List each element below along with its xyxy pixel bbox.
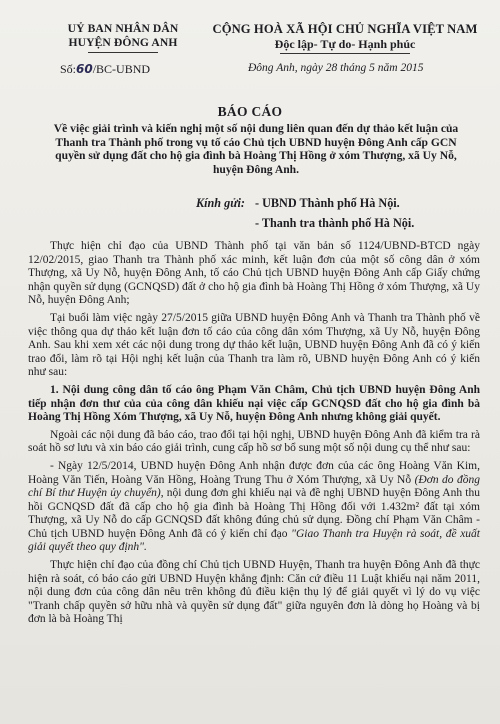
recipient-1: - UBND Thành phố Hà Nội. (255, 196, 400, 210)
doc-number-prefix: Số: (60, 62, 77, 76)
doc-number-handwritten: 60 (76, 62, 93, 76)
agency-line-1: UỶ BAN NHÂN DÂN (67, 22, 179, 35)
agency-underline (88, 52, 158, 53)
recipients-label (196, 196, 245, 211)
agency-line-2: HUYỆN ĐÔNG ANH (68, 36, 178, 49)
paragraph-6: Thực hiện chỉ đạo của đồng chí Chủ tịch UBND Huyện, Thanh tra huyện Đông Anh đã thực hiện rà soát, có báo cáo gửi UBND Huyện khẳng định: Căn cứ điều 11 Luật khiếu nại năm 2011, nội dung đơn của công dân nêu trên không đủ điều kiện thụ lý để giải quyết vì lý do vụ việc "Tranh chấp quyền sở hữu nhà và quyền sử dụng đất" giữa nguyên đơn là dòng họ Hoàng và bị đơn là bà Hoàng Thị (28, 559, 480, 626)
kinh-gui-label: Kính gửi: (196, 196, 245, 210)
nation-line: CỘNG HOÀ XÃ HỘI CHỦ NGHĨA VIỆT NAM (212, 22, 478, 36)
national-heading (200, 22, 490, 54)
p5-part-c: , nội dung đơn ghi khiếu nại và đề nghị UBND huyện Đông Anh thu hồi GCNQSD đất đã cấp cho hộ gia đình bà Hoàng Thị Hồng đối với 1.432m² đất tại xóm Thượng, xã Uy Nỗ do cấp GCNQSD đất không đúng chủ sử dụng. Đồng chí Phạm Văn Châm - Chủ tịch UBND huyện Đông Anh đã có ý kiến chỉ đạo (28, 487, 480, 540)
document-number (60, 62, 150, 77)
issuing-agency (38, 22, 208, 53)
p5-part-d: "Giao Thanh tra Huyện rà soát, đề xuất giải quyết theo quy định". (28, 527, 480, 554)
document-body (28, 240, 480, 631)
paragraph-5 (28, 460, 480, 555)
document-title: BÁO CÁO (217, 104, 283, 119)
paragraph-1: Thực hiện chỉ đạo của UBND Thành phố tại văn bản số 1124/UBND-BTCD ngày 12/02/2015, giao Thanh tra Thành phố xác minh, kết luận đơn của một số công dân ở xóm Thượng, xã Uy Nỗ, huyện Đông Anh, tố cáo Chủ tịch UBND huyện Đông Anh cấp Giấy chứng nhận quyền sử dụng (GCNQSD) đất ở cho hộ gia đình bà Hoàng Thị Hồng ở xóm Thượng, xã Uy Nỗ, huyện Đông Anh; (28, 240, 480, 307)
p5-part-a: - Ngày 12/5/2014, UBND huyện Đông Anh nhận được đơn của các ông Hoàng Văn Kim, Hoàng Văn Tiến, Hoàng Văn Hồng, Hoàng Trung Thu ở Xóm Thượng, xã Uy Nỗ (28, 459, 480, 486)
paragraph-4: Ngoài các nội dung đã báo cáo, trao đổi tại hội nghị, UBND huyện Đông Anh đã kiểm tra rà soát hồ sơ lưu và xin báo cáo giải trình, cung cấp hồ sơ bổ sung một số nội dung cụ thể như sau: (28, 428, 480, 455)
doc-number-suffix: /BC-UBND (92, 62, 151, 76)
document-subtitle: Về việc giải trình và kiến nghị một số nội dung liên quan đến dự thảo kết luận của Thanh tra Thành phố trong vụ tố cáo Chủ tịch UBND huyện Đông Anh cấp GCN quyền sử dụng đất cho hộ gia đình bà Hoàng Thị Hồng ở xóm Thượng, xã Uy Nỗ, huyện Đông Anh. (53, 122, 459, 176)
recipient-2: - Thanh tra thành phố Hà Nội. (255, 216, 415, 230)
motto-underline (280, 53, 410, 54)
paragraph-3-heading: 1. Nội dung công dân tố cáo ông Phạm Văn Châm, Chủ tịch UBND huyện Đông Anh tiếp nhận đơn thư của của công dân khiếu nại việc cấp GCNQSD đất cho hộ gia đình bà Hoàng Thị Hồng Xóm Thượng, xã Uy Nỗ, huyện Đông Anh nhưng không giải quyết. (28, 383, 480, 424)
place-and-date: Đông Anh, ngày 28 tháng 5 năm 2015 (248, 62, 424, 74)
paragraph-2: Tại buổi làm việc ngày 27/5/2015 giữa UBND huyện Đông Anh và Thanh tra Thành phố về việc thông qua dự thảo kết luận đơn tố cáo của công dân xóm Thượng, xã Uy Nỗ, huyện Đông Anh. Sau khi xem xét các nội dung trong dự thảo kết luận, UBND huyện Đông Anh đã có ý kiến trao đổi, làm rõ tại Hội nghị kết luận của Thanh tra làm rõ, UBND huyện Đông Anh có ý kiến như sau: (28, 311, 480, 379)
motto-line: Độc lập- Tự do- Hạnh phúc (274, 37, 416, 51)
p5-part-b: (Đơn do đồng chí Bí thư Huyện ủy chuyển) (28, 473, 480, 500)
